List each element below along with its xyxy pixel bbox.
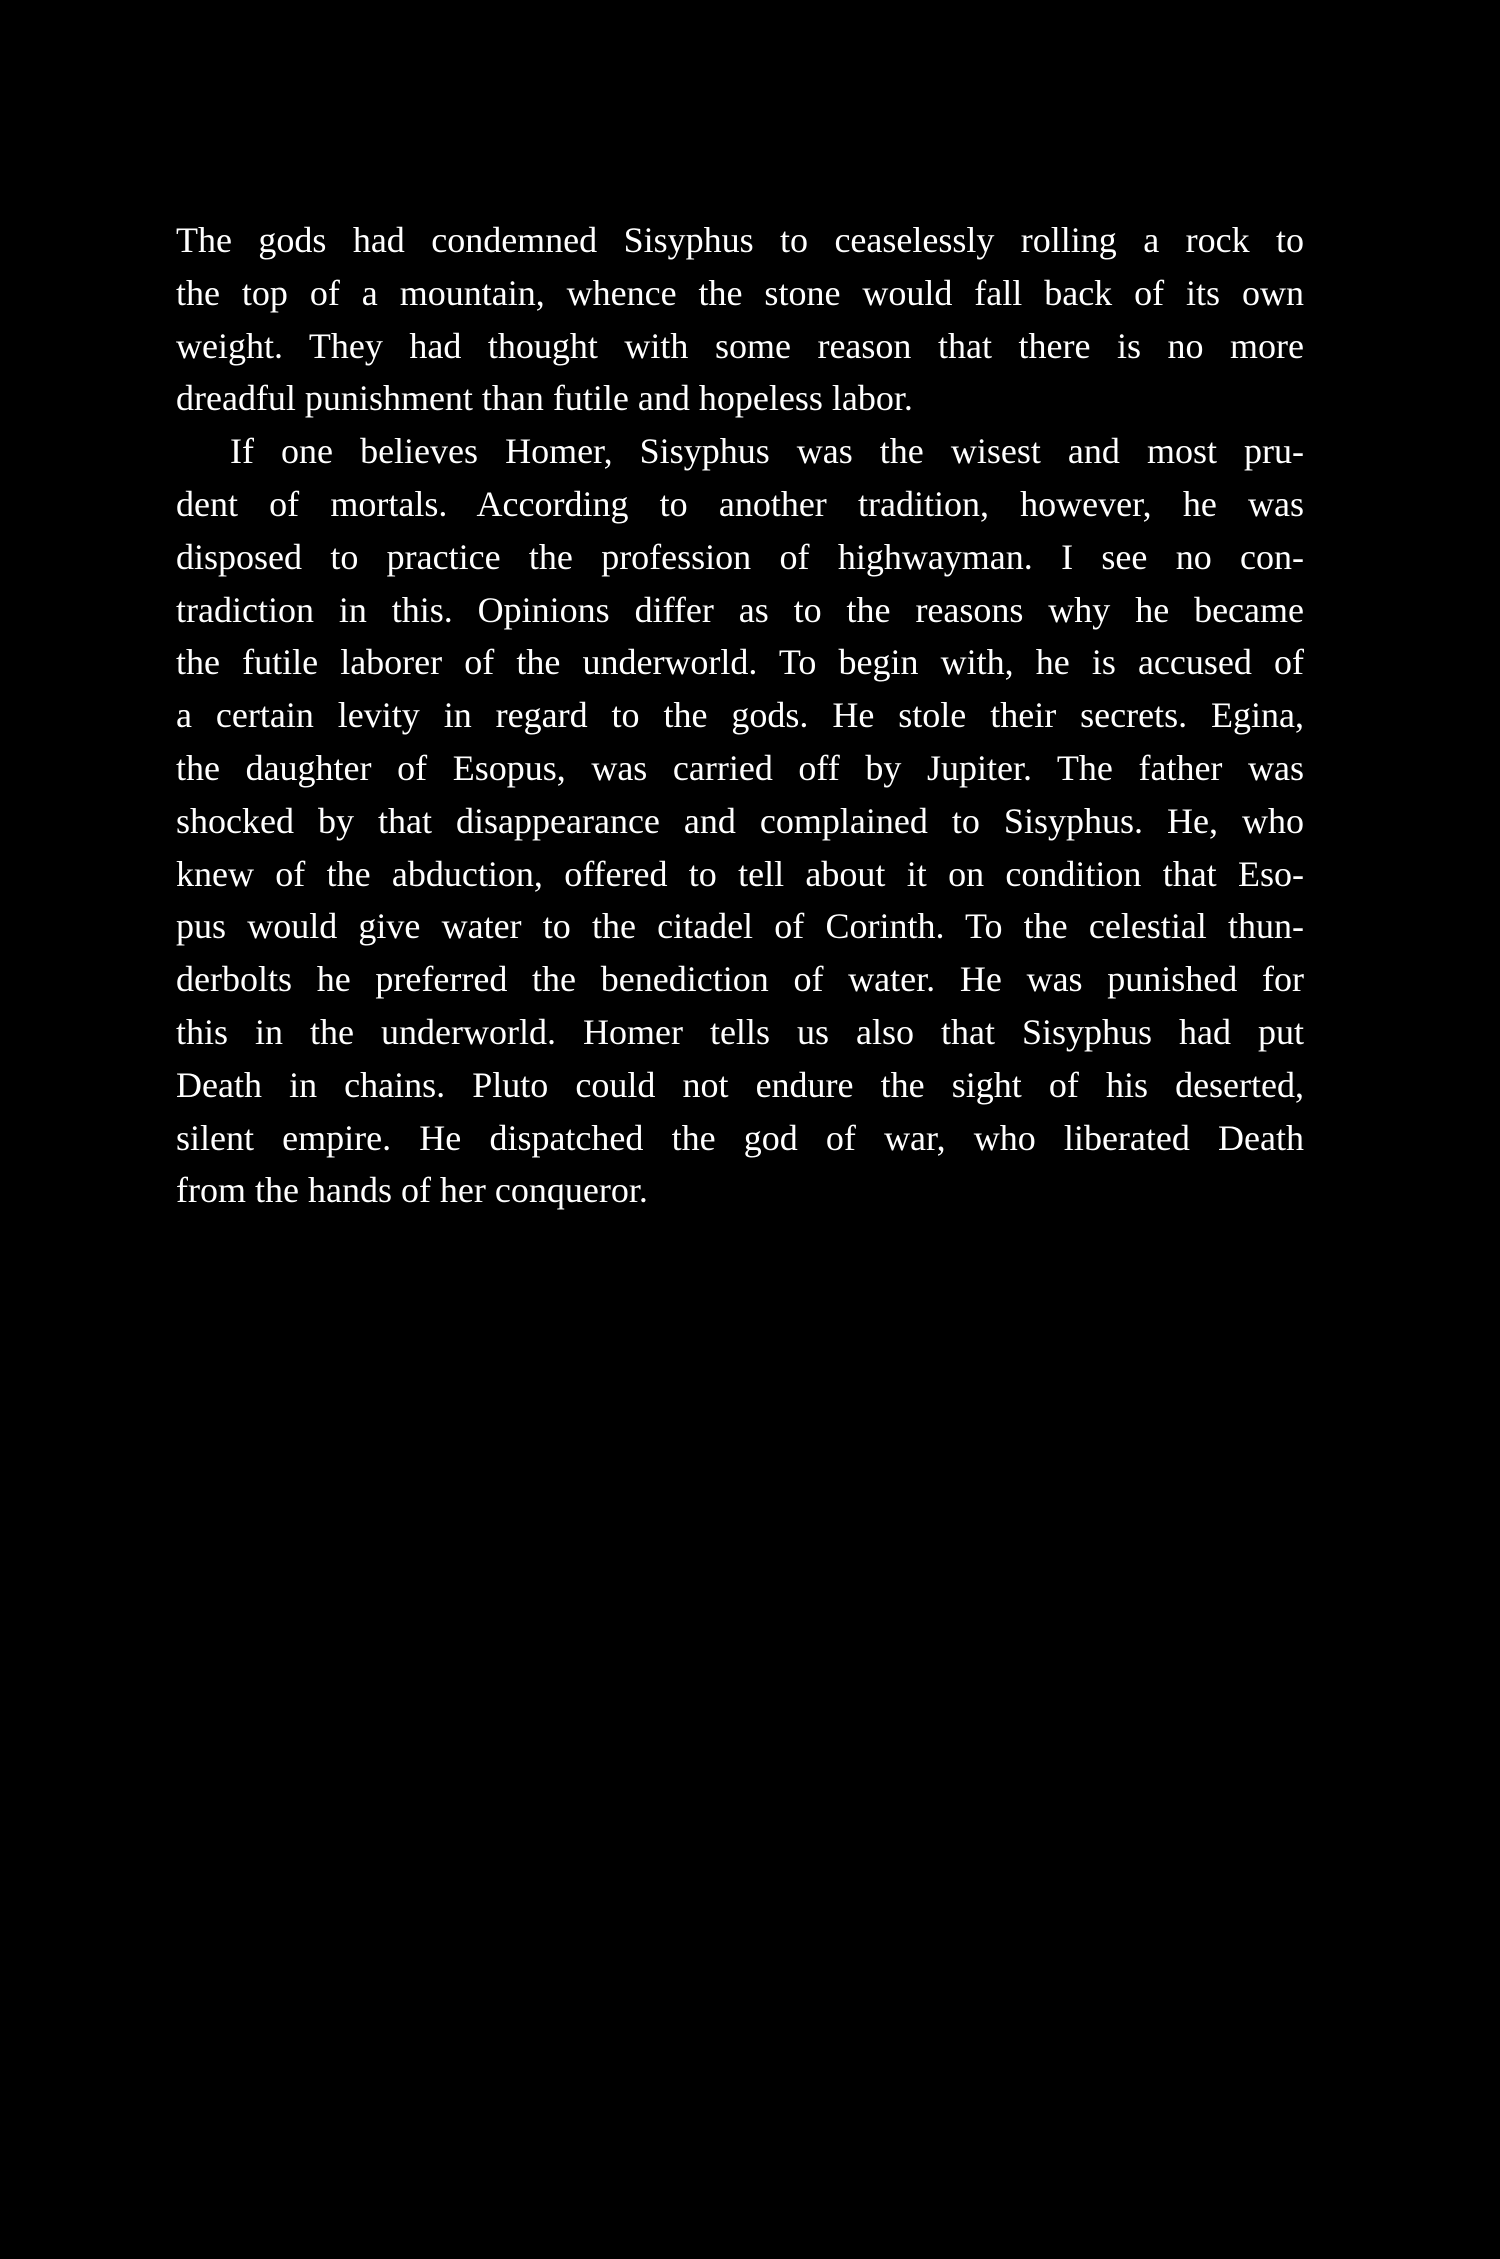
text-line: pus would give water to the citadel of Corinth. To the celestial thun- [176,906,1304,947]
text-line: silent empire. He dispatched the god of war, who liberated Death [176,1117,1304,1158]
paragraph [176,425,1304,1217]
text-line: disposed to practice the profession of highwayman. I see no con- [176,536,1304,577]
text-line: this in the underworld. Homer tells us also that Sisyphus had put [176,1011,1304,1052]
text-line: tradiction in this. Opinions differ as to the reasons why he became [176,589,1304,630]
body-text [176,214,1304,1217]
text-line: derbolts he preferred the benediction of water. He was punished for [176,959,1304,1000]
text-line: If one believes Homer, Sisyphus was the wisest and most pru- [230,431,1304,472]
text-line: from the hands of her conqueror. [176,1170,648,1211]
text-line: dent of mortals. According to another tradition, however, he was [176,483,1304,524]
text-line: shocked by that disappearance and complained to Sisyphus. He, who [176,800,1304,841]
text-line: a certain levity in regard to the gods. He stole their secrets. Egina, [176,695,1304,736]
paragraph [176,214,1304,425]
text-line: knew of the abduction, offered to tell about it on condition that Eso- [176,853,1304,894]
text-line: Death in chains. Pluto could not endure the sight of his deserted, [176,1064,1304,1105]
text-line: dreadful punishment than futile and hopeless labor. [176,378,913,419]
text-line: the top of a mountain, whence the stone would fall back of its own [176,272,1304,313]
text-line: The gods had condemned Sisyphus to ceaselessly rolling a rock to [176,220,1304,260]
text-line: the futile laborer of the underworld. To begin with, he is accused of [176,642,1304,683]
text-line: the daughter of Esopus, was carried off by Jupiter. The father was [176,747,1304,788]
text-line: weight. They had thought with some reason that there is no more [176,325,1304,366]
